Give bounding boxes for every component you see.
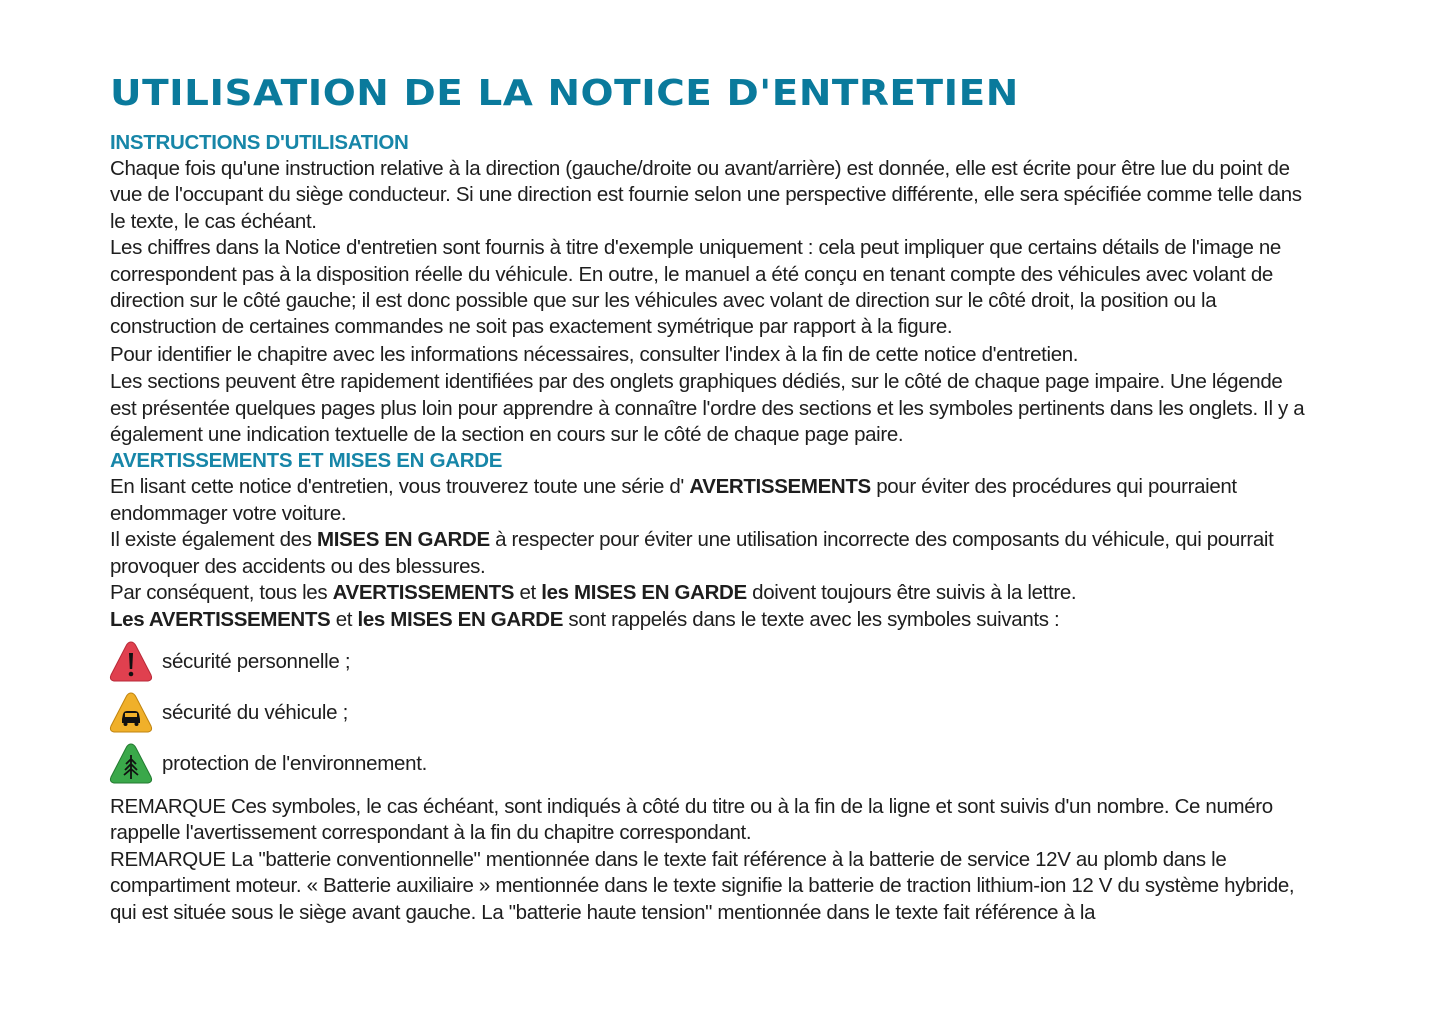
text: Par conséquent, tous les — [110, 581, 333, 605]
text: et — [330, 607, 358, 631]
paragraph: Les chiffres dans la Notice d'entretien sont fournis à titre d'exemple uniquement : cela peut impliquer que certains détails de l'image ne correspondent pas à la disposition réelle du véhicule. En outre, le manuel a été conçu en tenant compte des véhicules avec volant de direction sur le côté gauche; il est donc possible que sur les véhicules avec volant de direction sur le côté droit, la position ou la construction de certaines commandes ne soit pas exactement symétrique par rapport à la figure. — [110, 236, 1281, 339]
symbol-legend — [110, 637, 1310, 790]
paragraph — [110, 607, 1310, 633]
vehicle-warning-icon — [108, 690, 154, 736]
section-heading-warnings: AVERTISSEMENTS ET MISES EN GARDE — [110, 449, 503, 473]
symbol-row-personal — [110, 637, 1310, 688]
manual-page — [110, 70, 1310, 926]
page-title: UTILISATION DE LA NOTICE D'ENTRETIEN — [110, 73, 1019, 114]
section-heading-instructions: INSTRUCTIONS D'UTILISATION — [110, 131, 409, 154]
note-paragraph: REMARQUE Ces symboles, le cas échéant, sont indiqués à côté du titre ou à la fin de la ligne et sont suivis d'un nombre. Ce numéro rappelle l'avertissement correspondant à la fin du chapitre correspondant. — [110, 794, 1273, 845]
bold-text: Les AVERTISSEMENTS — [110, 607, 331, 631]
warning-exclamation-icon — [108, 639, 154, 685]
text: Il existe également des — [110, 528, 317, 552]
symbol-label: protection de l'environnement. — [162, 752, 427, 776]
paragraph: Pour identifier le chapitre avec les informations nécessaires, consulter l'index à la fin de cette notice d'entretien. — [110, 342, 1079, 366]
symbol-label: sécurité personnelle ; — [162, 650, 351, 674]
symbol-row-vehicle — [110, 688, 1310, 739]
paragraph — [110, 580, 1310, 606]
text: à respecter pour éviter une utilisation incorrecte des composants du véhicule, qui pourrait provoquer des accidents ou des blessures. — [110, 528, 1274, 578]
bold-text: AVERTISSEMENTS — [689, 475, 871, 499]
paragraph — [110, 527, 1310, 580]
bold-text: MISES EN GARDE — [316, 528, 490, 552]
symbol-row-environment — [110, 739, 1310, 790]
paragraph: Chaque fois qu'une instruction relative à la direction (gauche/droite ou avant/arrière) est donnée, elle est écrite pour être lue du point de vue de l'occupant du siège conducteur. Si une direction est fournie selon une perspective différente, elle sera spécifiée comme telle dans le texte, le cas échéant. — [110, 157, 1302, 233]
symbol-label: sécurité du véhicule ; — [162, 701, 348, 725]
text: En lisant cette notice d'entretien, vous trouverez toute une série d' — [110, 475, 690, 499]
bold-text: les MISES EN GARDE — [541, 581, 747, 605]
bold-text: AVERTISSEMENTS — [332, 581, 515, 605]
text: doivent toujours être suivis à la lettre. — [746, 581, 1077, 605]
note-paragraph: REMARQUE La "batterie conventionnelle" mentionnée dans le texte fait référence à la batterie de service 12V au plomb dans le compartiment moteur. « Batterie auxiliaire » mentionnée dans le texte signifie la batterie de traction lithium-ion 12 V du système hybride, qui est située sous le siège avant gauche. La "batterie haute tension" mentionnée dans le texte fait référence à la — [110, 847, 1295, 924]
paragraph — [110, 474, 1310, 527]
paragraph: Les sections peuvent être rapidement identifiées par des onglets graphiques dédiés, sur le côté de chaque page impaire. Une légende est présentée quelques pages plus loin pour apprendre à connaître l'ordre des sections et les symboles pertinents dans les onglets. Il y a également une indication textuelle de la section en cours sur le côté de chaque page paire. — [110, 370, 1305, 447]
environment-tree-icon — [108, 741, 154, 787]
text: pour éviter des procédures qui pourraient endommager votre voiture. — [110, 475, 1237, 525]
bold-text: les MISES EN GARDE — [357, 607, 564, 631]
text: et — [514, 581, 542, 605]
text: sont rappelés dans le texte avec les symboles suivants : — [563, 607, 1060, 631]
